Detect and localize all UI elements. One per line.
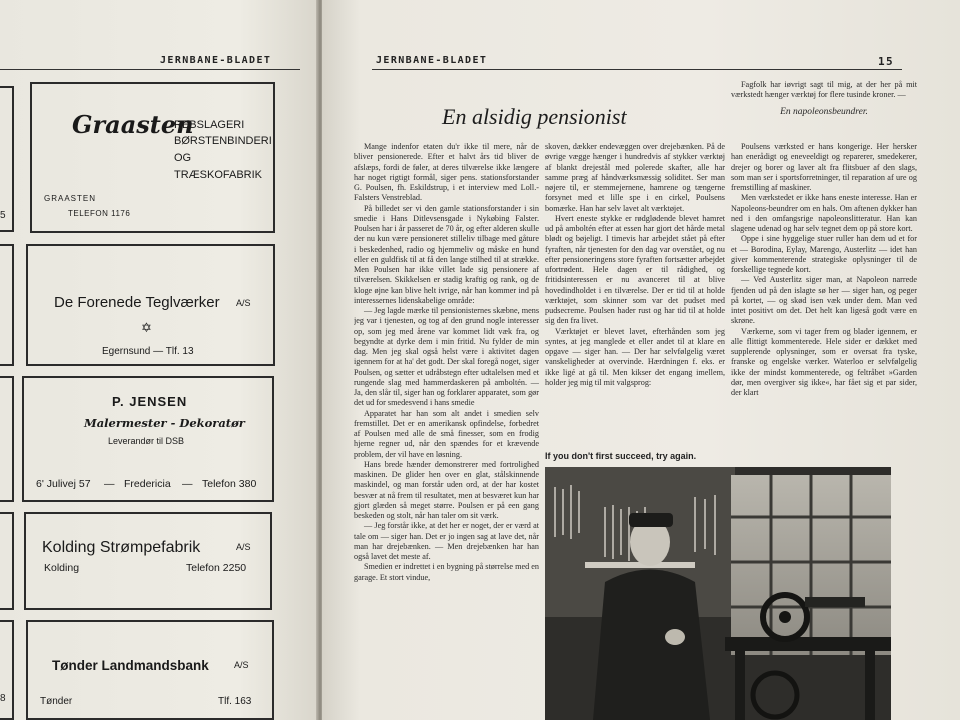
ad-dash: —: [182, 478, 193, 490]
ad-phone: Telefon 380: [202, 478, 257, 490]
ad-location: GRAASTEN: [44, 194, 97, 203]
ad-line: TRÆSKOFABRIK: [174, 169, 263, 181]
right-header-rule: [372, 69, 902, 70]
ad-graasten: [30, 82, 275, 233]
ad-company-name: Kolding Strømpefabrik: [42, 539, 201, 556]
ad-suffix: A/S: [234, 660, 249, 670]
paragraph: — Jeg lagde mærke til pensionisternes skæbne, mens jeg var i tjenesten, og tog af den grund nogle interesser op, som jeg med årene var kommet lidt væk fra, og begyndte at dyrke dem i min fritid. Nu fylder de min dag. Men jeg skal også helst være i aktivitet dagen igennem for at ha' det godt. Der skal foregå noget, siger Poulsen, og sætter et udråbstegn efter udtalelsen med et rungende slag med hammerdaskeren på amboltén. — Ja, den slår til, siger han og forklarer apparatet, som gør det ud for smedesvend i hans smedie: [354, 306, 539, 408]
article-column-3: [731, 142, 917, 460]
paragraph: Poulsens værksted er hans kongerige. Her hersker han enerådigt og eneveeldigt og reparerer, smedekerer, drejer og borer og laver alt fra flitsbuer af den slags, som man ser i sportsforretninger, til reparation af ure og fremstilling af maskiner.: [731, 142, 917, 192]
ad-city: Fredericia: [124, 478, 171, 490]
paragraph: Smedien er indrettet i en bygning på størrelse med en garage. Et stort vindue,: [354, 562, 539, 582]
ad-kolding-strompefabrik: [24, 512, 272, 610]
paragraph: skoven, dækker endevæggen over drejebænken. På de øvrige vægge hænger i hundredvis af stykker værktøj af blankt drejestål med polerede skafter, alle har samme præg af håndværksmæssig soliditet. Ser man nøjere til, er stemmejernene, hamrene og tængerne forsynet med et lille spe i en cirkel, Poulsens bomærke. Han har selv lavet alt værktøjet.: [545, 142, 725, 213]
article-column-1: [354, 142, 539, 720]
edge-number: 5: [0, 210, 6, 221]
ad-supplier-note: Leverandør til DSB: [108, 436, 185, 446]
ad-phone: TELEFON 1176: [68, 209, 131, 218]
ad-brand-name: Graasten: [72, 110, 194, 139]
page-number: 15: [878, 55, 895, 68]
cropped-ad-box: [0, 620, 14, 720]
workshop-photo: [545, 467, 891, 720]
article-headline: En alsidig pensionist: [442, 104, 627, 129]
ad-phone: Telefon 2250: [186, 562, 247, 574]
ad-p-jensen: [22, 376, 274, 502]
ad-line: REBSLAGERI: [174, 119, 245, 131]
ad-suffix: A/S: [236, 298, 251, 308]
paragraph: Mange indenfor etaten du'r ikke til mere, når de bliver pensionerede. Efter et halvt års tid bliver de afslæps, fordi de føler, at deres tilværelse ikke længere har noget rigtigt formål, siger pens. stationsforstander G. Poulsen, fh. Eskildstrup, i et interview med Loll.-Falsters Venstreblad.: [354, 142, 539, 203]
ad-location: Tønder: [40, 696, 73, 707]
ad-trade: Malermester - Dekoratør: [84, 416, 245, 430]
cropped-ad-box: [0, 376, 14, 502]
ad-company-name: P. JENSEN: [112, 394, 188, 409]
right-page-header: JERNBANE-BLADET: [376, 55, 488, 66]
paragraph: Hvert eneste stykke er rødglødende blevet hamret ud på amboltén efter at essen har gjort det hårde metal blødt og bøjeligt. I timevis har arbejdet stået på efter fyraften, når tjenesten for den dag var overstået, og nu efter pensioneringens store fyraften fortsætter arbejdet ufortrødent. Hele dagen er til rådighed, og fritidsinteressen er nu avanceret til at blive hovedindholdet i en tilværelse. Der er tid til at holde værktøjet, som skinner som var det pudset med pudsecreme. Poulsen hader rust og har tid til at holde sig den fra livet.: [545, 213, 725, 326]
article-column-2: [545, 142, 725, 450]
paragraph: Men værkstedet er ikke hans eneste interesse. Han er Napoleons-beundrer om en hals. Om aftenen dykker han ned i den omfangsrige napoleonslitteratur. Han kan slagene udenad og har selv tegnet dem op på store kort.: [731, 193, 917, 233]
left-page-header: JERNBANE-BLADET: [160, 55, 272, 66]
ad-de-forenede-teglvaerker: [26, 244, 275, 366]
cropped-ad-box: [0, 512, 14, 610]
paragraph: Oppe i sine hyggelige stuer ruller han dem ud et for et — Borodina, Eylay, Marengo, Austerlitz — idet han giver kommenterende strategiske oplysninger til de forskellige tegnede kort.: [731, 234, 917, 274]
paragraph: På billedet ser vi den gamle stationsforstander i sin smedie i Hans Ditlevsensgade i Nykøbing Falster. Poulsen har i år passeret de 70 år, og efter alderen skulle der nu kun være pensioneret stilleliv tilbage med gåture i beskedenhed, radio og hjemmeliv og måske en hund eller en guldfisk til at få den lange stilhed til at strække. Men Poulsen har ikke villet lade sig pensionere af tilværelsen. Skikkelsen er stadig kraftig og rank, og de kloge øjne kan blive helt ivrige, når han kommer ind på interessernes lidenskabelige område:: [354, 203, 539, 305]
subheading: En napoleonsbeundrer.: [780, 106, 868, 117]
ad-line: OG: [174, 152, 192, 164]
ad-company-name: De Forenede Teglværker: [54, 294, 220, 311]
paragraph: Værkerne, som vi tager frem og blader igennem, er alle flittigt kommenterede. Hele sider er dækket med supplerende oplysninger, som er oversat fra tyske, franske og engelske værker. Waterloo er selvfølgelig ikke der mindst kommenterede, og feltråbet »Garden dør, men overgiver sig ikke«, har fået sig et par sider, der klart: [731, 326, 917, 397]
ad-company-name: Tønder Landmandsbank: [52, 658, 209, 673]
edge-number: 8: [0, 693, 6, 704]
ad-line: BØRSTENBINDERI: [174, 135, 272, 147]
ad-tonder-landmandsbank: [26, 620, 274, 720]
ad-location-phone: Egernsund — Tlf. 13: [102, 346, 194, 357]
paragraph: Værktøjet er blevet lavet, efterhånden som jeg syntes, at jeg manglede et eller andet til at klare en opgave — siger han. — Der har selvfølgelig været vanskeligheder at overvinde. Hærdningen f. eks. er ikke ligé at gå til. Men kikser det engang imellem, holder jeg mig til mit valgsprog:: [545, 326, 725, 387]
left-header-rule: [0, 69, 300, 70]
photo-illustration: [545, 467, 891, 720]
motto-line: If you don't first succeed, try again.: [545, 451, 697, 461]
paragraph: — Jeg forstår ikke, at det her er noget, der er værd at tale om — siger han. Det er jo ingen sag at lave det, når man har drejebænken. — Men drejebænken har han også lavet det meste af.: [354, 521, 539, 561]
ad-location: Kolding: [44, 562, 80, 574]
paragraph: Fagfolk har iøvrigt sagt til mig, at der her på mit værkstedt hænger værktøj for flere tusinde kroner. —: [731, 80, 917, 100]
ad-phone: Tlf. 163: [218, 696, 252, 707]
ad-suffix: A/S: [236, 542, 251, 552]
paragraph: Apparatet har han som alt andet i smedien selv fremstillet. Det er en amerikansk opfindelse, forbedret af Poulsen med alle de små finesser, som en frodig hjerne regner ud, når den spændes for et krævende problem, der vil have en løsning.: [354, 408, 539, 459]
ad-street: 6' Julivej 57: [36, 478, 91, 490]
left-page: [0, 0, 318, 720]
ad-dash: —: [104, 478, 115, 490]
paragraph: Hans brede hænder demonstrerer med fortrolighed maskinen. De glider hen over en glat, stålskinnende maskindel, og man forstår uden ord, at der har kostet besvær at nå frem til resultatet, men at besværet kun har gjort glæden så meget større. Poulsen er på een gang beskeden og stolt, når han taler om sit værk.: [354, 459, 539, 520]
paragraph: — Ved Austerlitz siger man, at Napoleon narrede fjenden ud på den islagte sø her — siger han, og peger på kortet, — og skød isen væk under dem. Man ved intet positivt om det. Det helt kan ligeså godt være en skrøne.: [731, 275, 917, 326]
star-icon: ✡: [141, 320, 152, 335]
cropped-ad-box: [0, 244, 14, 366]
